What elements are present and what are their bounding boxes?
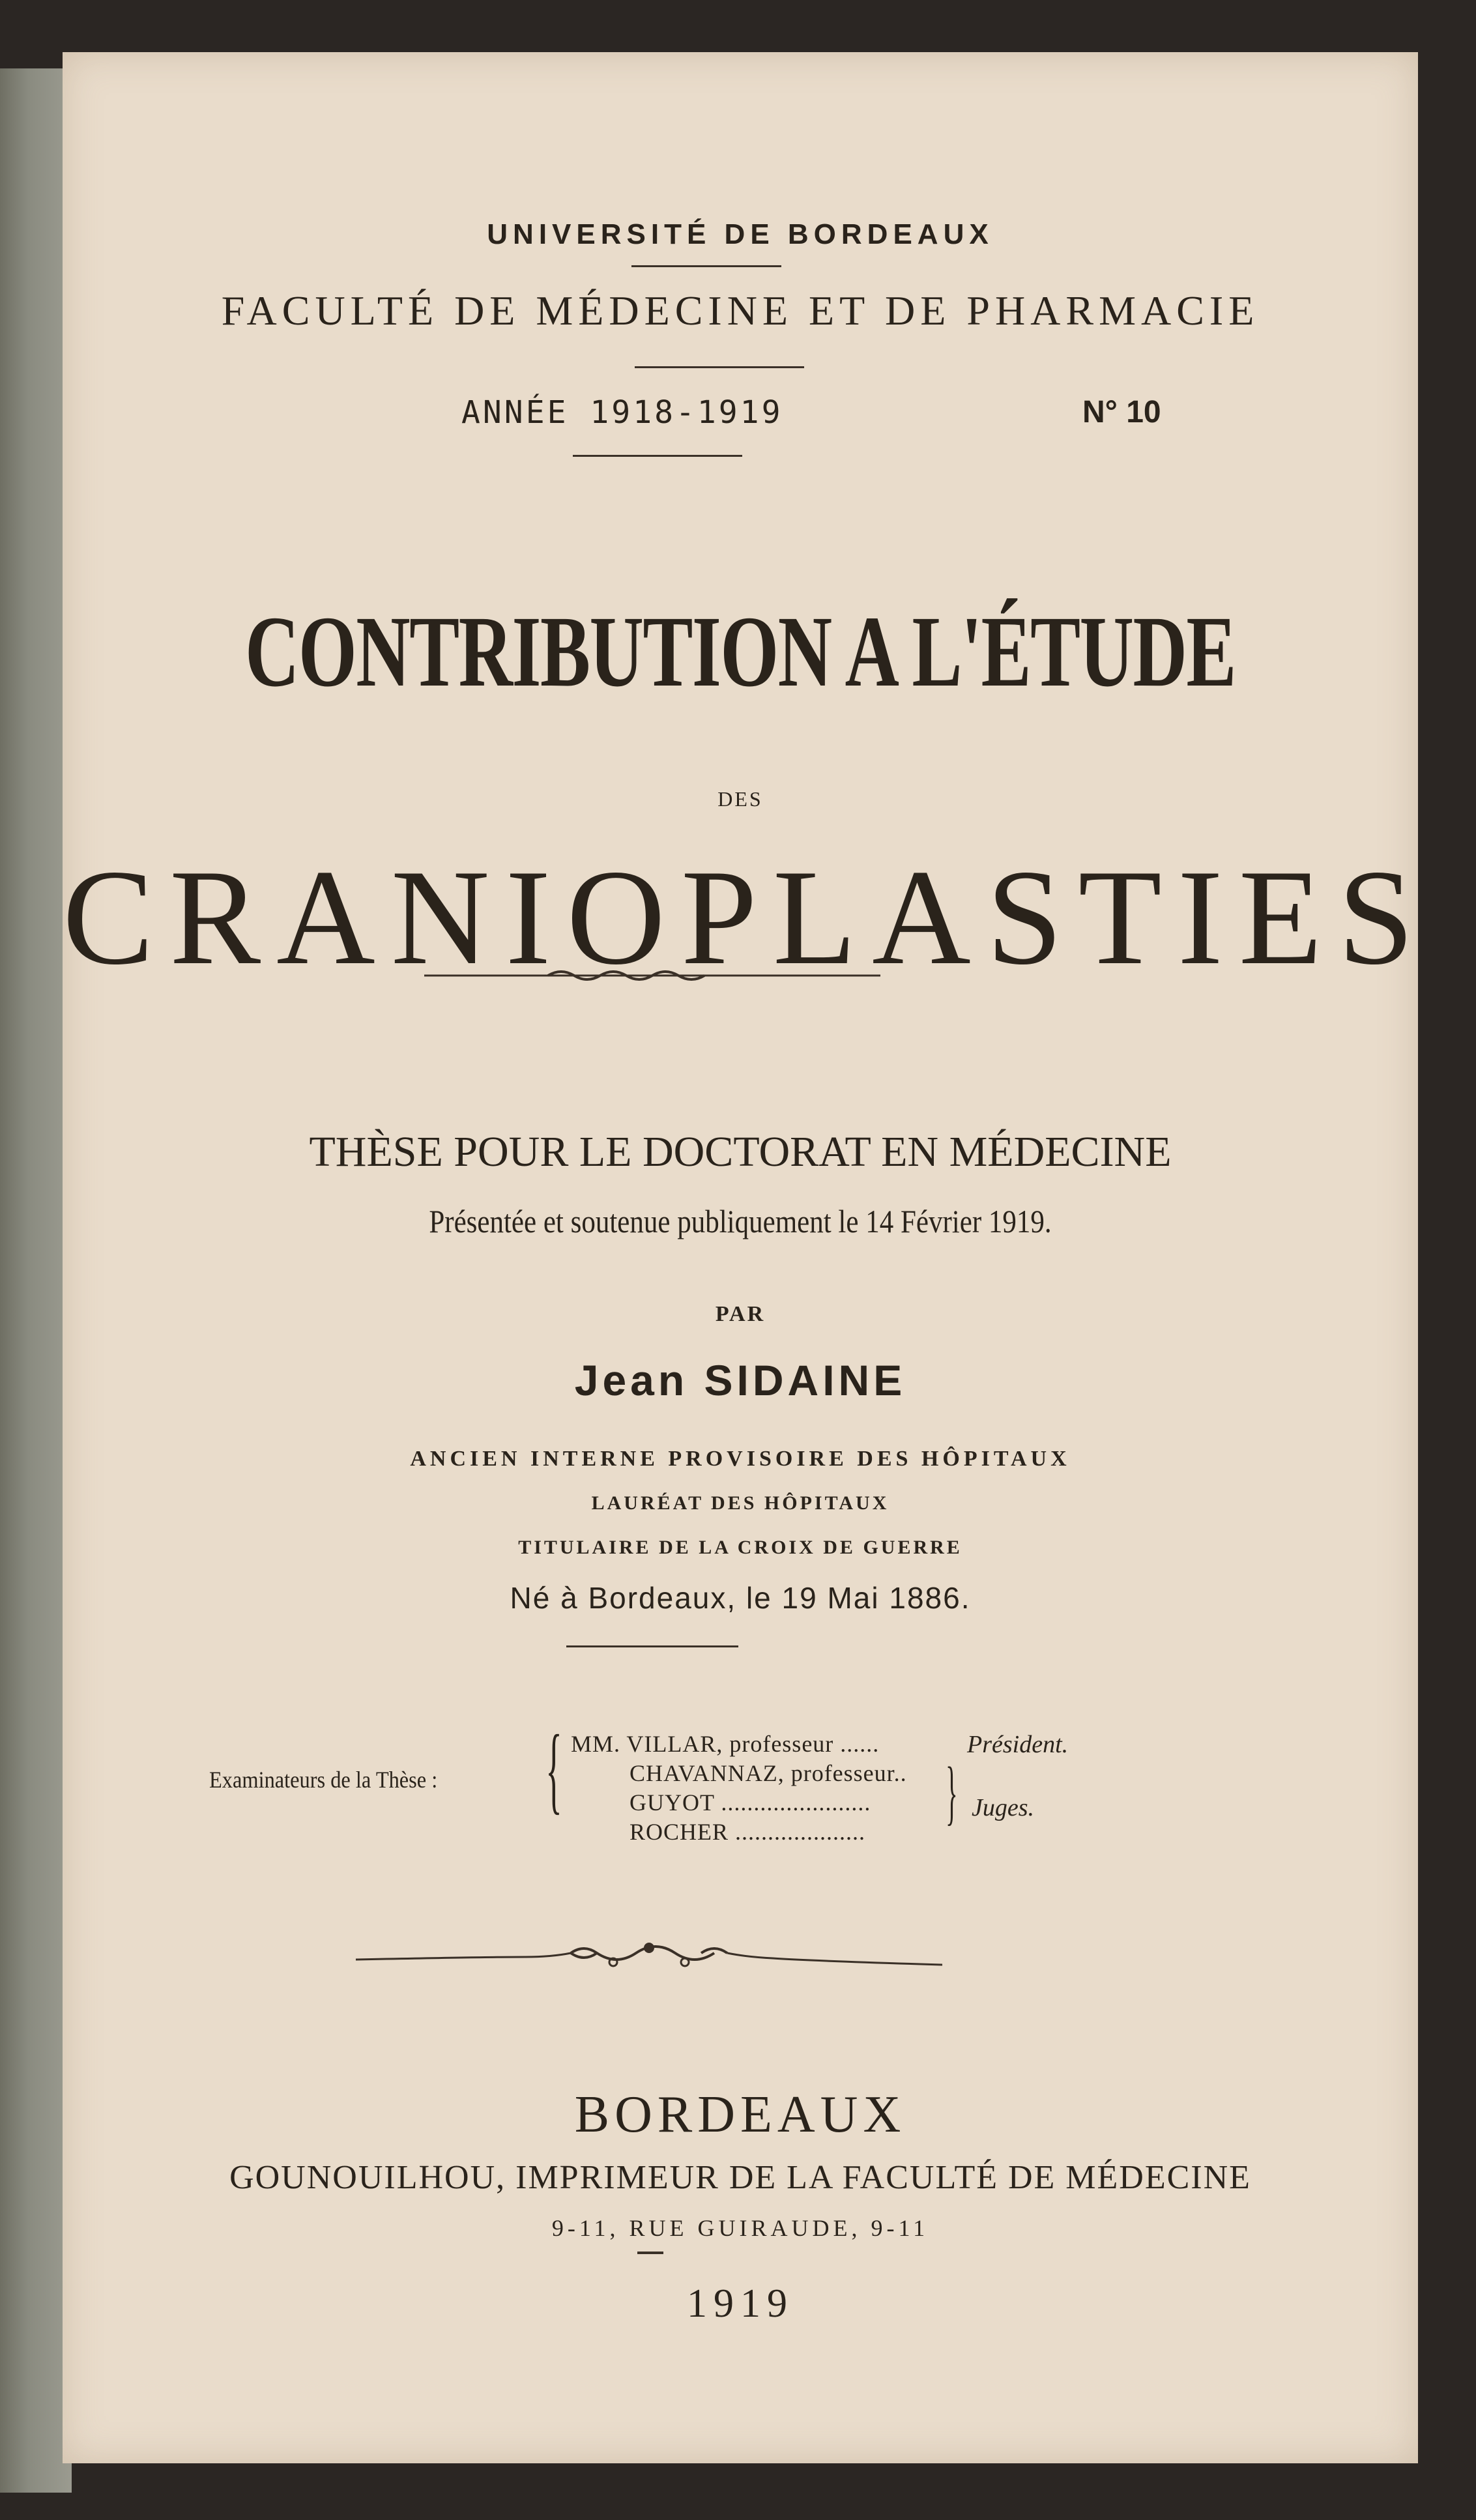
by-label: PAR bbox=[715, 1302, 766, 1326]
title-connector: DES bbox=[717, 787, 763, 811]
ornament-flourish-icon bbox=[356, 1939, 942, 1978]
imprint-printer: GOUNOUILHOU, IMPRIMEUR DE LA FACULTÉ DE MÉDECINE bbox=[229, 2159, 1251, 2196]
author-title: ANCIEN INTERNE PROVISOIRE DES HÔPITAUX bbox=[410, 1447, 1071, 1471]
examiner-line: MM. VILLAR, professeur ...... bbox=[571, 1731, 880, 1757]
birth-info: Né à Bordeaux, le 19 Mai 1886. bbox=[510, 1581, 971, 1615]
right-brace-icon: } bbox=[946, 1752, 958, 1832]
divider-rule bbox=[573, 455, 742, 457]
examiner-line: GUYOT ....................... bbox=[629, 1789, 871, 1816]
divider-rule bbox=[631, 265, 781, 267]
president-role: Président. bbox=[967, 1731, 1069, 1758]
left-brace-icon: { bbox=[545, 1715, 562, 1823]
ornament-divider-icon bbox=[424, 966, 880, 985]
examiner-line: ROCHER .................... bbox=[629, 1819, 866, 1845]
title-page bbox=[63, 52, 1430, 2463]
imprint-year: 1919 bbox=[687, 2281, 794, 2326]
examiner-line: CHAVANNAZ, professeur.. bbox=[629, 1760, 907, 1786]
title-line-2: CRANIOPLASTIES bbox=[63, 842, 1430, 993]
divider-rule bbox=[635, 366, 804, 368]
examiners-label: Examinateurs de la Thèse : bbox=[209, 1767, 438, 1793]
imprint-address: 9-11, RUE GUIRAUDE, 9-11 bbox=[551, 2215, 929, 2241]
university-name: UNIVERSITÉ DE BORDEAUX bbox=[487, 218, 994, 250]
author-title: LAURÉAT DES HÔPITAUX bbox=[591, 1492, 890, 1514]
judges-role: Juges. bbox=[972, 1794, 1035, 1821]
adjacent-page-edge bbox=[0, 68, 72, 2493]
faculty-name: FACULTÉ DE MÉDECINE ET DE PHARMACIE bbox=[221, 287, 1260, 334]
thesis-number: N° 10 bbox=[1082, 395, 1161, 429]
academic-year: ANNÉE 1918-1919 bbox=[461, 394, 783, 431]
defense-date: Présentée et soutenue publiquement le 14 Février 1919. bbox=[429, 1203, 1052, 1239]
title-line-1: CONTRIBUTION A L'ÉTUDE bbox=[245, 595, 1236, 708]
divider-rule bbox=[637, 2252, 663, 2254]
divider-rule bbox=[566, 1645, 738, 1647]
author-name: Jean SIDAINE bbox=[574, 1356, 906, 1404]
author-title: TITULAIRE DE LA CROIX DE GUERRE bbox=[518, 1537, 962, 1558]
thesis-type: THÈSE POUR LE DOCTORAT EN MÉDECINE bbox=[309, 1128, 1172, 1176]
imprint-city: BORDEAUX bbox=[574, 2086, 906, 2143]
